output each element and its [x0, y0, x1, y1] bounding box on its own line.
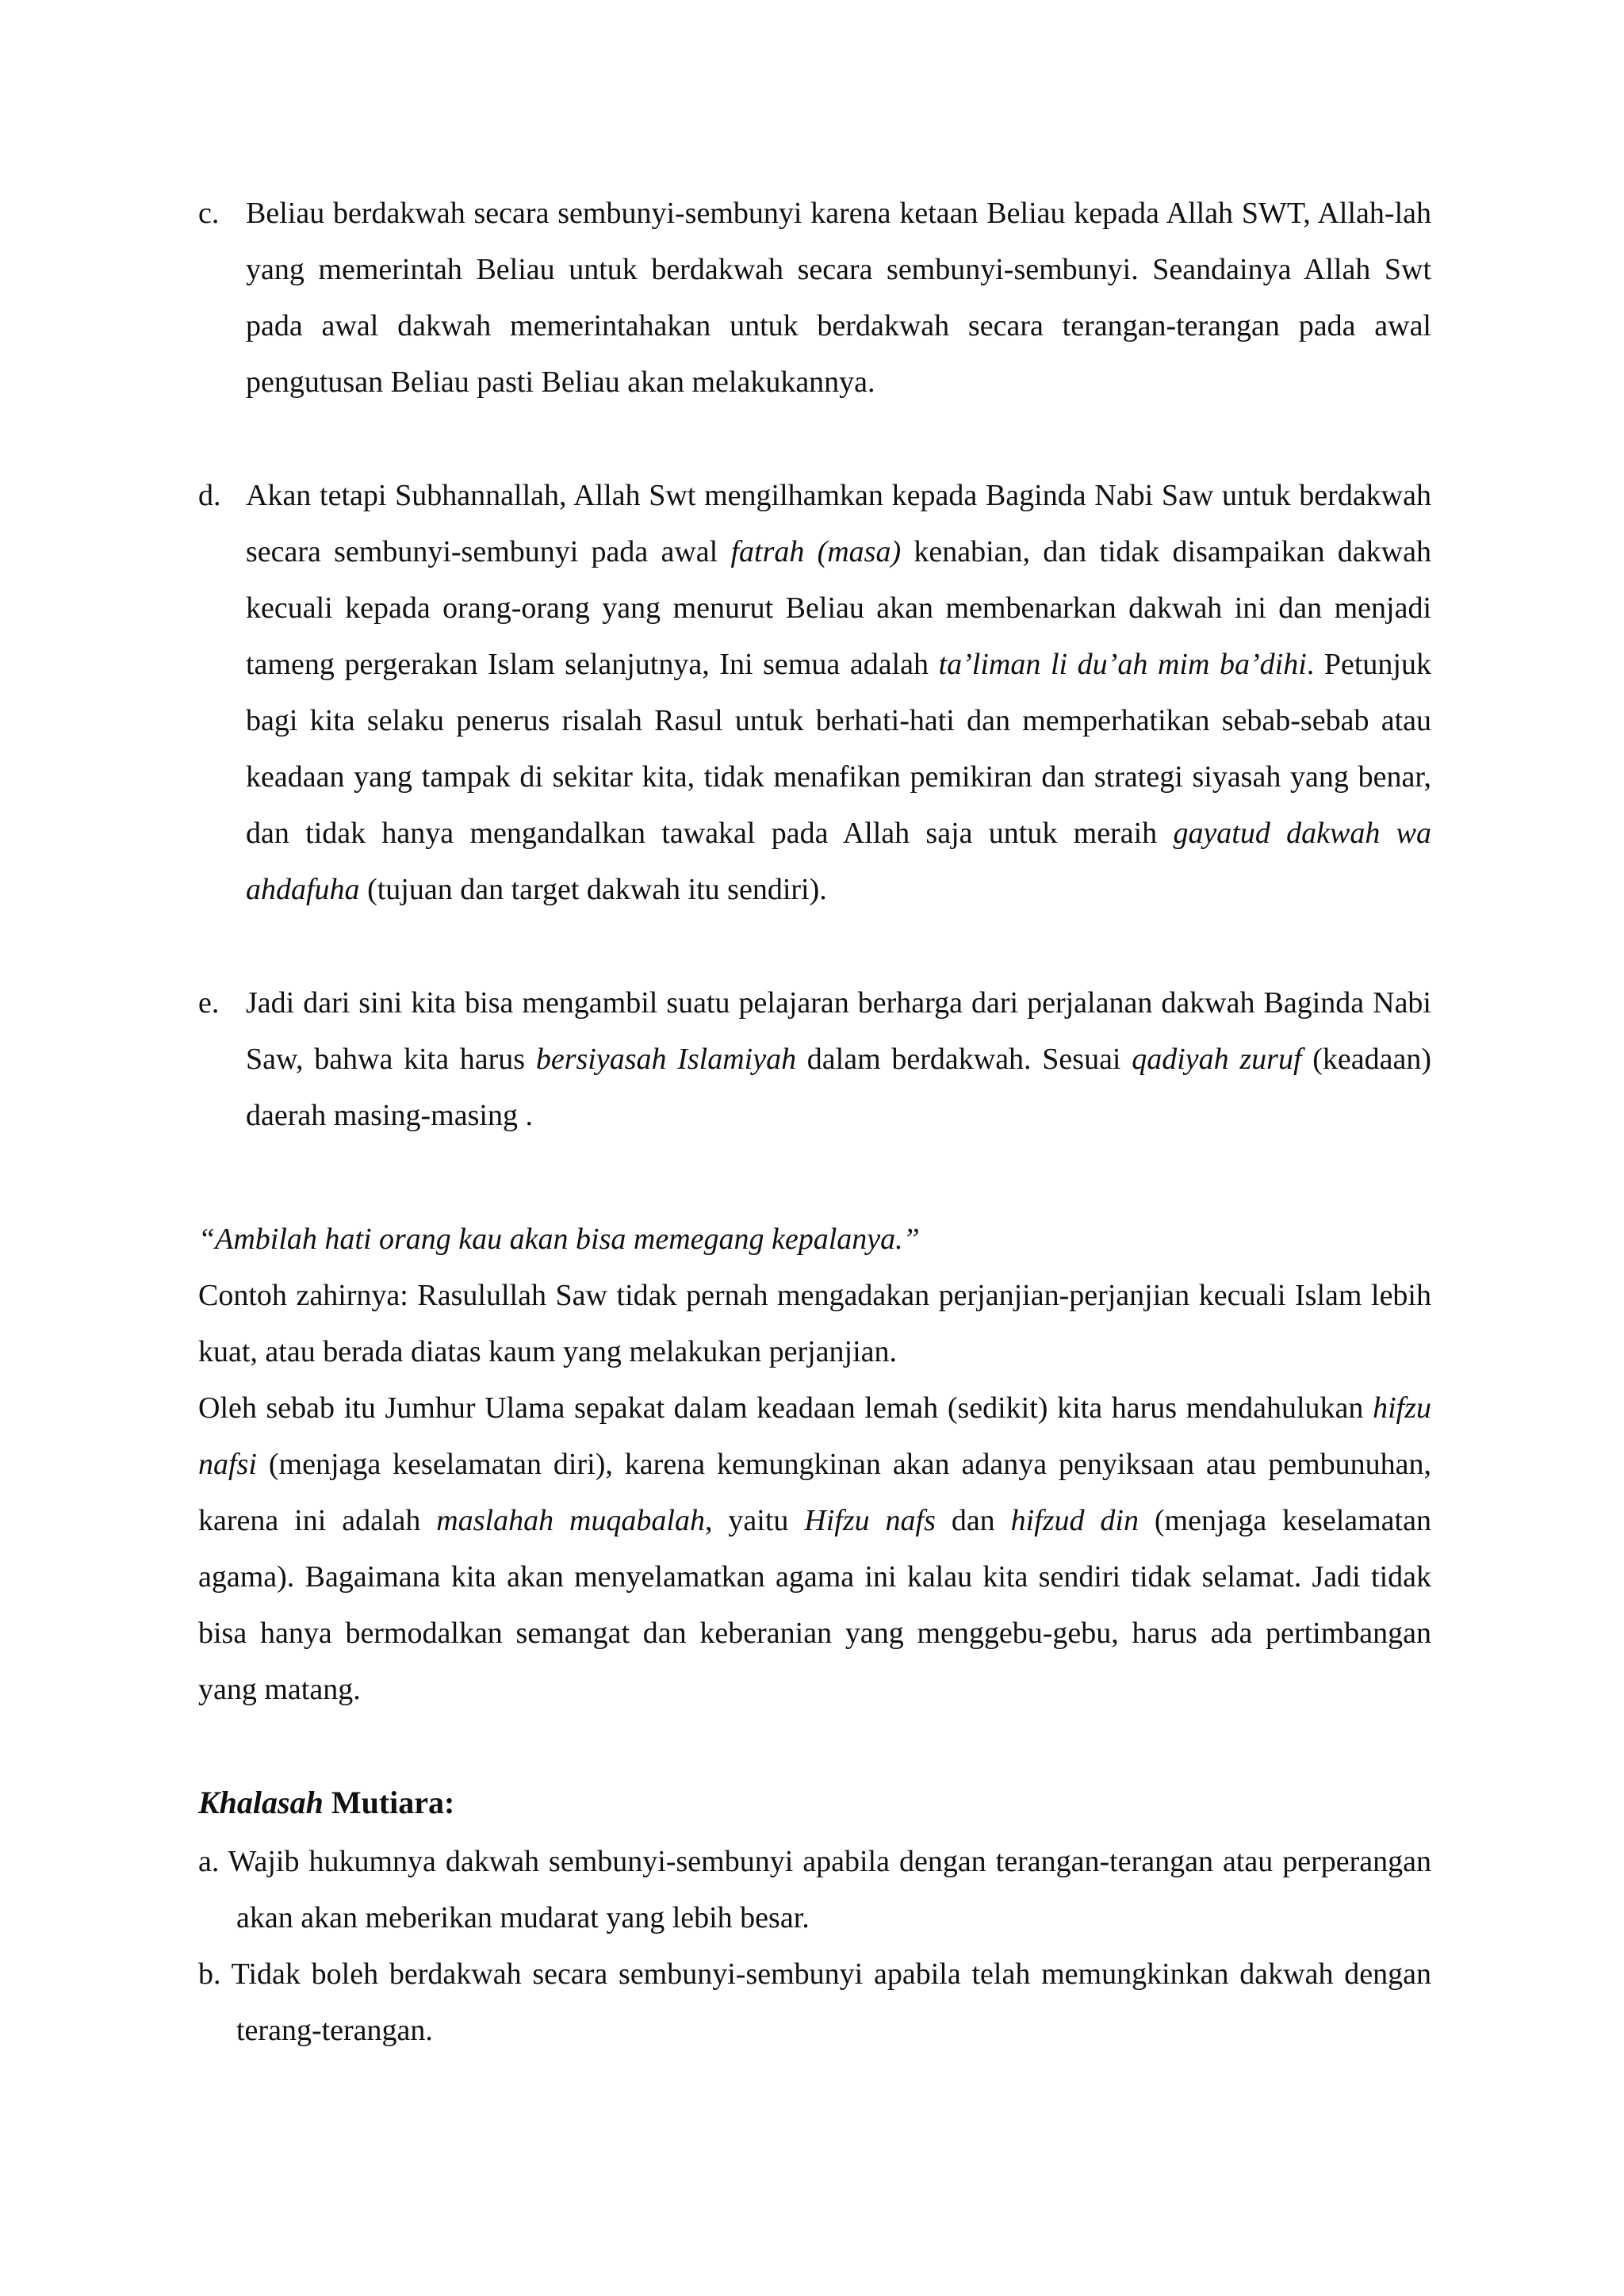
text-run: (menjaga keselamatan agama). Bagaimana kita akan menyelamatkan agama ini kalau kita sendiri tidak selamat. Jadi tidak bisa hanya bermodalkan semangat dan keberanian yang menggebu-gebu, harus ada pertimbangan yang matang. — [198, 1504, 1431, 1706]
text-run: dan — [935, 1504, 1011, 1537]
list-text-d — [246, 468, 1431, 918]
text-run: , yaitu — [704, 1504, 805, 1537]
contoh-paragraph: Contoh zahirnya: Rasulullah Saw tidak pernah mengadakan perjanjian-perjanjian kecuali Islam lebih kuat, atau berada diatas kaum yang melakukan perjanjian. — [198, 1279, 1431, 1368]
italic-term: gayatud dakwah wa ahdafuha — [246, 817, 1432, 906]
text-run: Jadi dari sini kita bisa mengambil suatu pelajaran berharga dari perjalanan dakwah Baginda Nabi Saw, bahwa kita harus — [246, 986, 1431, 1076]
list-item-c — [198, 186, 1431, 411]
list-text-e — [246, 975, 1431, 1144]
italic-term: ta’liman li du’ah mim ba’dihi — [938, 648, 1307, 681]
summary-item-b: b. Tidak boleh berdakwah secara sembunyi-sembunyi apabila telah memungkinkan dakwah dengan terang-terangan. — [198, 1957, 1431, 2047]
italic-term: Hifzu nafs — [804, 1504, 936, 1537]
italic-term: hifzud din — [1010, 1504, 1139, 1537]
list-item-e — [198, 975, 1431, 1144]
list-item-d — [198, 468, 1432, 918]
text-run: Akan tetapi Subhannallah, Allah Swt mengilhamkan kepada Baginda Nabi Saw untuk berdakwah secara sembunyi-sembunyi pada awal — [246, 479, 1431, 568]
heading-italic: Khalasah — [198, 1785, 324, 1820]
text-run: (menjaga keselamatan diri), karena kemungkinan akan adanya penyiksaan atau pembunuhan, karena ini adalah — [198, 1448, 1431, 1537]
list-marker-d: d. — [198, 479, 221, 512]
text-run: (tujuan dan target dakwah itu sendiri). — [359, 873, 827, 906]
khalasah-heading — [198, 1784, 454, 1821]
list-marker-e: e. — [198, 986, 220, 1020]
text-run: . Petunjuk bagi kita selaku penerus risalah Rasul untuk berhati-hati dan memperhatikan sebab-sebab atau keadaan yang tampak di sekitar kita, tidak menafikan pemikiran dan strategi siyasah yang benar, dan tidak hanya mengandalkan tawakal pada Allah saja untuk meraih — [246, 648, 1431, 850]
text-run: dalam berdakwah. Sesuai — [796, 1043, 1132, 1076]
italic-term: maslahah muqabalah — [436, 1504, 705, 1537]
quote — [198, 1211, 1431, 1268]
italic-term: qadiyah zuruf — [1132, 1043, 1302, 1076]
italic-term: hifzu nafsi — [198, 1391, 1431, 1481]
heading-rest: Mutiara: — [323, 1785, 455, 1820]
oleh-paragraph — [198, 1380, 1431, 1718]
summary-item-a: a. Wajib hukumnya dakwah sembunyi-sembunyi apabila dengan terangan-terangan atau perperangan akan akan meberikan mudarat yang lebih besar. — [198, 1845, 1431, 1934]
quote-text: “Ambilah hati orang kau akan bisa memegang kepalanya.” — [198, 1223, 920, 1256]
list-marker-c: c. — [198, 197, 220, 230]
text-run: (keadaan) daerah masing-masing . — [246, 1043, 1431, 1132]
italic-term: fatrah (masa) — [730, 535, 902, 568]
list-text-c: Beliau berdakwah secara sembunyi-sembunyi karena ketaan Beliau kepada Allah SWT, Allah-lah yang memerintah Beliau untuk berdakwah secara sembunyi-sembunyi. Seandainya Allah Swt pada awal dakwah memerintahakan untuk berdakwah secara terangan-terangan pada awal pengutusan Beliau pasti Beliau akan melakukannya. — [246, 197, 1431, 399]
text-run: kenabian, dan tidak disampaikan dakwah kecuali kepada orang-orang yang menurut Beliau akan membenarkan dakwah ini dan menjadi tameng pergerakan Islam selanjutnya, Ini semua adalah — [246, 535, 1431, 681]
italic-term: bersiyasah Islamiyah — [535, 1043, 797, 1076]
text-run: Oleh sebab itu Jumhur Ulama sepakat dalam keadaan lemah (sedikit) kita harus mendahulukan — [198, 1391, 1373, 1425]
